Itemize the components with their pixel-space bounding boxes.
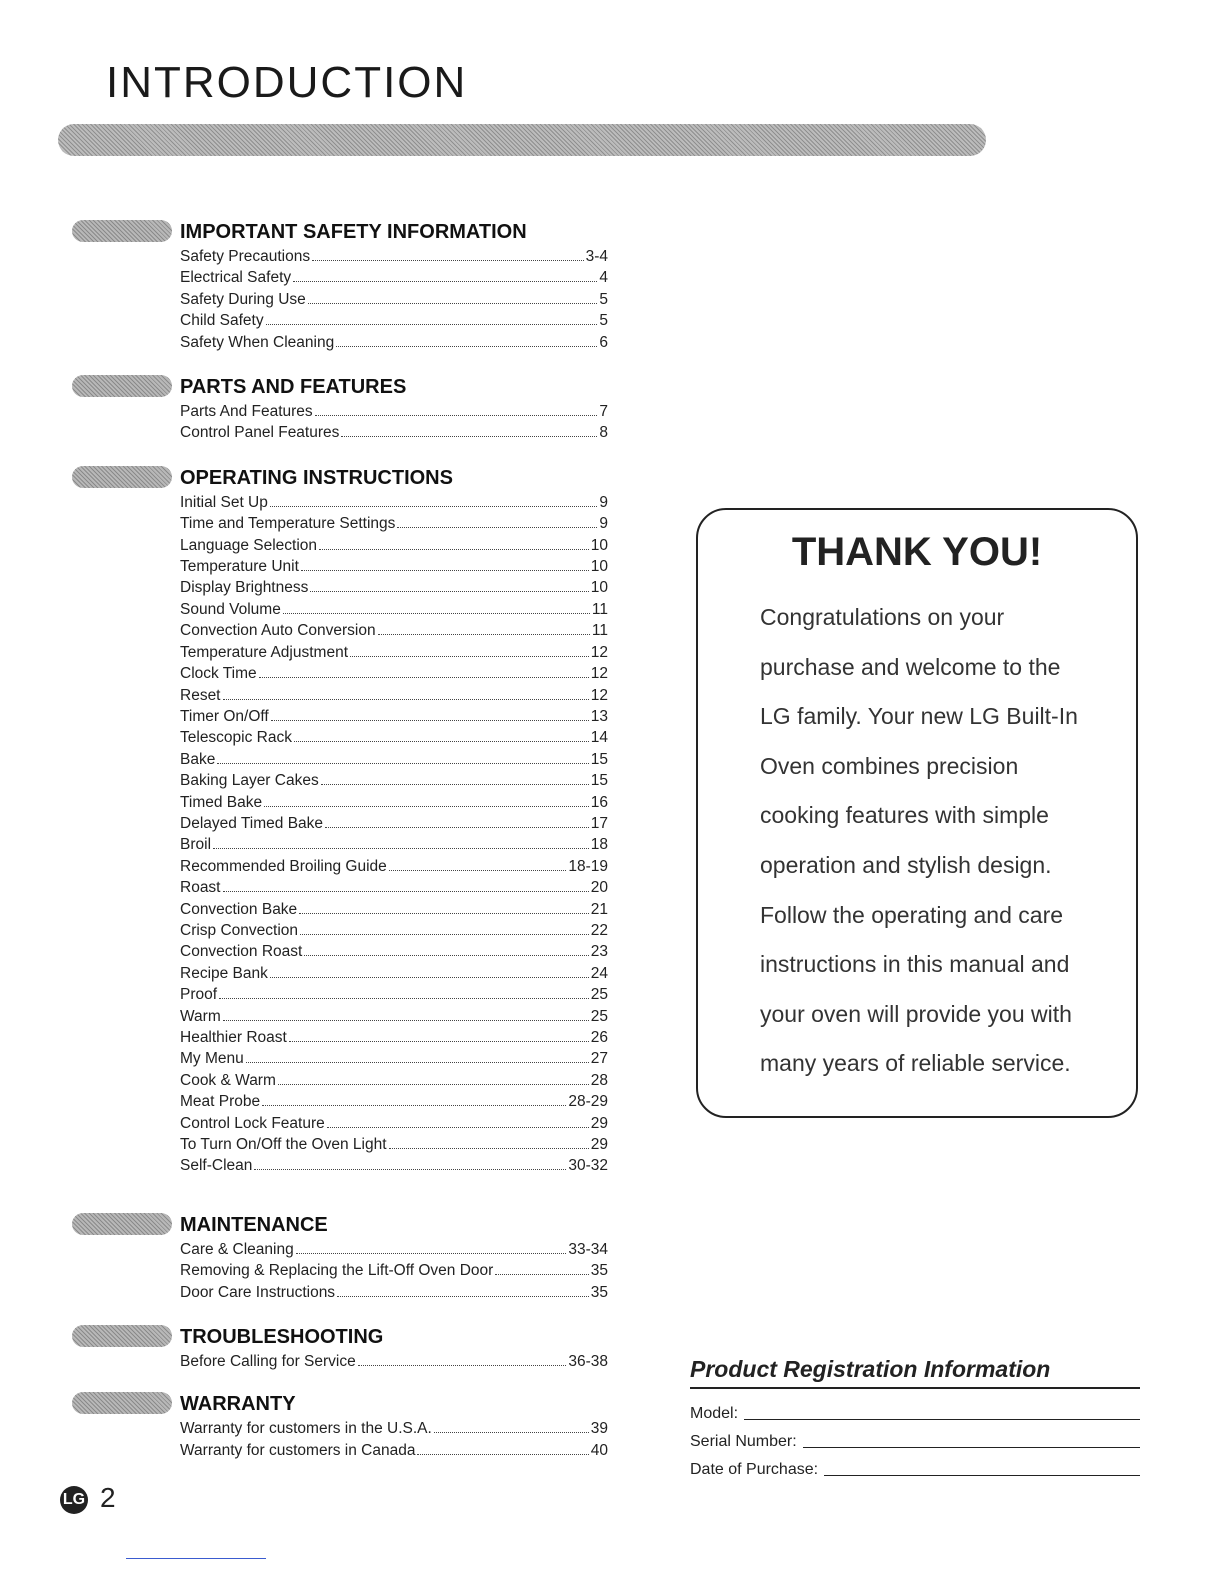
toc-entry-label: Temperature Adjustment <box>180 643 349 661</box>
toc-entry-label: To Turn On/Off the Oven Light <box>180 1136 387 1154</box>
toc-entry <box>180 899 608 920</box>
toc-entry <box>180 834 608 855</box>
toc-entry-label: Meat Probe <box>180 1093 261 1111</box>
dot-leader <box>358 1365 567 1366</box>
toc-entry-label: Safety During Use <box>180 290 306 308</box>
section-heading: OPERATING INSTRUCTIONS <box>180 466 453 489</box>
toc-entry <box>180 1282 608 1303</box>
toc-entry-page: 22 <box>590 921 608 939</box>
dot-leader <box>223 1020 589 1021</box>
toc-entry-page: 25 <box>590 1007 608 1025</box>
toc-entry-label: Parts And Features <box>180 403 313 421</box>
toc-entry-label: Child Safety <box>180 312 264 330</box>
toc-entry-label: Warm <box>180 1007 221 1025</box>
toc-entry-page: 28 <box>590 1071 608 1089</box>
toc-entry <box>180 1048 608 1069</box>
dot-leader <box>296 1253 567 1254</box>
toc-entry-list <box>180 492 608 1177</box>
thank-you-line: Oven combines precision <box>760 752 1019 779</box>
toc-entry-page: 11 <box>591 622 608 640</box>
toc-entry <box>180 1091 608 1112</box>
thank-you-line: many years of reliable service. <box>760 1050 1071 1077</box>
toc-entry-page: 13 <box>590 707 608 725</box>
thank-you-line: Congratulations on your <box>760 604 1005 630</box>
dot-leader <box>417 1454 588 1455</box>
dot-leader <box>312 260 583 261</box>
toc-entry <box>180 963 608 984</box>
dot-leader <box>389 1148 589 1149</box>
dot-leader <box>304 955 588 956</box>
dot-leader <box>495 1274 588 1275</box>
toc-entry-label: Warranty for customers in Canada <box>180 1441 416 1459</box>
toc-entry-label: Before Calling for Service <box>180 1353 356 1371</box>
toc-entry-page: 20 <box>590 879 608 897</box>
dot-leader <box>336 346 597 347</box>
dot-leader <box>223 891 589 892</box>
toc-entry-page: 5 <box>599 312 608 330</box>
toc-entry-page: 18-19 <box>568 857 608 875</box>
toc-entry-list <box>180 1239 608 1303</box>
dot-leader <box>217 763 588 764</box>
toc-entry-page: 23 <box>590 943 608 961</box>
toc-entry-label: Reset <box>180 686 221 704</box>
toc-entry-label: Time and Temperature Settings <box>180 515 396 533</box>
dot-leader <box>327 1127 589 1128</box>
toc-entry <box>180 813 608 834</box>
toc-entry-label: Self-Clean <box>180 1157 253 1175</box>
toc-entry-label: Baking Layer Cakes <box>180 772 319 790</box>
toc-entry-label: Sound Volume <box>180 600 281 618</box>
toc-entry-page: 39 <box>590 1420 608 1438</box>
dot-leader <box>301 570 589 571</box>
toc-entry-label: Convection Bake <box>180 900 298 918</box>
thank-you-line: your oven will provide you with <box>760 1000 1072 1027</box>
toc-entry <box>180 642 608 663</box>
thank-you-line: Follow the operating and care <box>760 901 1064 928</box>
toc-entry <box>180 1134 608 1155</box>
section-heading: PARTS AND FEATURES <box>180 376 407 399</box>
dot-leader <box>350 656 589 657</box>
toc-entry-label: Telescopic Rack <box>180 729 292 747</box>
toc-entry-page: 4 <box>599 269 608 287</box>
toc-section <box>72 218 612 353</box>
toc-entry <box>180 920 608 941</box>
toc-entry <box>180 599 608 620</box>
toc-section <box>72 1211 612 1303</box>
toc-entry-label: Crisp Convection <box>180 921 299 939</box>
toc-entry-page: 12 <box>590 643 608 661</box>
toc-entry <box>180 332 608 353</box>
registration-field <box>690 1395 1140 1423</box>
dot-leader <box>397 527 597 528</box>
toc-entry-page: 29 <box>590 1136 608 1154</box>
bottom-rule <box>126 1558 266 1559</box>
toc-entry-label: Healthier Roast <box>180 1029 287 1046</box>
dot-leader <box>434 1432 589 1433</box>
toc-entry-label: Care & Cleaning <box>180 1240 294 1258</box>
toc-entry-page: 21 <box>590 900 608 918</box>
dot-leader <box>378 634 590 635</box>
table-of-contents <box>72 218 612 1461</box>
dot-leader <box>223 699 589 700</box>
dot-leader <box>278 1084 589 1085</box>
toc-entry <box>180 535 608 556</box>
toc-entry <box>180 1027 608 1048</box>
toc-entry-page: 6 <box>599 333 608 351</box>
toc-entry-page: 16 <box>590 793 608 811</box>
toc-entry-page: 33-34 <box>568 1240 608 1258</box>
toc-section <box>72 373 612 444</box>
toc-entry <box>180 984 608 1005</box>
toc-entry <box>180 685 608 706</box>
registration-field <box>690 1423 1140 1451</box>
dot-leader <box>341 436 597 437</box>
dot-leader <box>213 848 589 849</box>
toc-entry-page: 9 <box>599 493 608 511</box>
toc-entry-page: 10 <box>590 579 608 597</box>
toc-section <box>72 1390 612 1461</box>
dot-leader <box>270 977 589 978</box>
toc-entry-label: Temperature Unit <box>180 558 299 576</box>
dot-leader <box>254 1169 566 1170</box>
toc-entry-label: Broil <box>180 836 212 854</box>
section-heading: TROUBLESHOOTING <box>180 1326 384 1349</box>
dot-leader <box>315 415 598 416</box>
dot-leader <box>283 613 590 614</box>
section-marker-icon <box>72 375 172 397</box>
dot-leader <box>310 591 588 592</box>
toc-entry-page: 12 <box>590 686 608 704</box>
section-marker-icon <box>72 1213 172 1235</box>
toc-entry <box>180 792 608 813</box>
toc-entry-label: Safety When Cleaning <box>180 333 335 351</box>
toc-entry-label: Removing & Replacing the Lift-Off Oven Door <box>180 1262 494 1280</box>
toc-entry-label: Delayed Timed Bake <box>180 814 324 832</box>
toc-entry <box>180 577 608 598</box>
dot-leader <box>266 324 598 325</box>
section-marker-icon <box>72 466 172 488</box>
toc-entry-page: 10 <box>590 536 608 554</box>
toc-entry-page: 15 <box>590 772 608 790</box>
toc-entry <box>180 492 608 513</box>
registration-title: Product Registration Information <box>690 1356 1140 1389</box>
toc-entry-label: Display Brightness <box>180 579 309 597</box>
toc-entry-label: Safety Precautions <box>180 248 311 265</box>
registration-field-line <box>744 1419 1140 1420</box>
dot-leader <box>219 998 589 999</box>
toc-entry <box>180 513 608 534</box>
toc-entry-page: 15 <box>590 750 608 768</box>
dot-leader <box>321 784 589 785</box>
toc-entry-label: Recommended Broiling Guide <box>180 857 387 875</box>
toc-entry-list <box>180 1418 608 1461</box>
section-heading: IMPORTANT SAFETY INFORMATION <box>180 221 527 243</box>
registration-field-label: Serial Number: <box>690 1433 797 1450</box>
toc-entry <box>180 749 608 770</box>
toc-entry-label: Warranty for customers in the U.S.A. <box>180 1420 432 1438</box>
toc-entry-label: Recipe Bank <box>180 964 268 982</box>
toc-entry-page: 36-38 <box>568 1353 608 1371</box>
toc-section <box>72 464 612 1177</box>
toc-entry-label: Cook & Warm <box>180 1071 276 1089</box>
toc-entry <box>180 877 608 898</box>
toc-entry-label: Clock Time <box>180 665 257 683</box>
toc-entry-label: Proof <box>180 986 218 1004</box>
section-heading: WARRANTY <box>180 1393 296 1416</box>
toc-entry <box>180 727 608 748</box>
thank-you-line: purchase and welcome to the <box>760 653 1061 680</box>
registration-field-line <box>824 1475 1140 1476</box>
toc-entry <box>180 289 608 310</box>
toc-entry <box>180 1006 608 1027</box>
toc-entry-page: 3-4 <box>585 248 608 265</box>
toc-entry-label: Roast <box>180 879 221 897</box>
toc-section <box>72 1323 612 1372</box>
section-marker-icon <box>72 1392 172 1414</box>
dot-leader <box>337 1296 589 1297</box>
toc-entry <box>180 1440 608 1461</box>
title-bar-decoration <box>58 124 986 156</box>
thank-you-line: cooking features with simple <box>760 802 1049 829</box>
toc-entry <box>180 556 608 577</box>
page-title: INTRODUCTION <box>106 58 468 107</box>
toc-entry <box>180 1070 608 1091</box>
toc-entry <box>180 1113 608 1134</box>
toc-entry-page: 7 <box>599 403 608 421</box>
toc-entry-label: My Menu <box>180 1050 244 1068</box>
registration-field-label: Model: <box>690 1405 739 1422</box>
toc-entry-page: 12 <box>590 665 608 683</box>
dot-leader <box>264 806 589 807</box>
toc-entry-page: 29 <box>590 1114 608 1132</box>
product-registration <box>690 1356 1140 1479</box>
section-heading: MAINTENANCE <box>180 1213 328 1236</box>
toc-entry-page: 35 <box>590 1283 608 1301</box>
toc-entry-page: 11 <box>591 600 608 618</box>
lg-logo-icon: LG <box>60 1486 88 1514</box>
toc-entry-list <box>180 401 608 444</box>
toc-entry-page: 28-29 <box>568 1093 608 1111</box>
toc-entry-label: Timer On/Off <box>180 707 269 725</box>
toc-entry-page: 40 <box>590 1441 608 1459</box>
dot-leader <box>271 720 589 721</box>
toc-entry-label: Convection Roast <box>180 943 303 961</box>
dot-leader <box>319 549 589 550</box>
registration-field <box>690 1451 1140 1479</box>
toc-entry <box>180 620 608 641</box>
toc-entry-page: 35 <box>590 1262 608 1280</box>
toc-entry-page: 30-32 <box>568 1157 608 1175</box>
toc-entry <box>180 663 608 684</box>
toc-entry <box>180 401 608 422</box>
toc-entry-page: 14 <box>590 729 608 747</box>
section-marker-icon <box>72 1325 172 1347</box>
dot-leader <box>389 870 567 871</box>
toc-entry-label: Language Selection <box>180 536 318 554</box>
toc-entry-page: 27 <box>590 1050 608 1068</box>
dot-leader <box>294 741 589 742</box>
toc-entry <box>180 310 608 331</box>
toc-entry-label: Convection Auto Conversion <box>180 622 376 640</box>
toc-entry <box>180 267 608 288</box>
toc-entry-page: 9 <box>599 515 608 533</box>
toc-entry-label: Bake <box>180 750 216 768</box>
registration-field-line <box>803 1447 1140 1448</box>
toc-entry-label: Control Panel Features <box>180 424 340 442</box>
toc-entry-page: 25 <box>590 986 608 1004</box>
dot-leader <box>325 827 589 828</box>
toc-entry-page: 24 <box>590 964 608 982</box>
dot-leader <box>299 913 589 914</box>
toc-entry <box>180 1418 608 1439</box>
toc-entry-list <box>180 246 608 353</box>
toc-entry <box>180 856 608 877</box>
toc-entry-page: 17 <box>590 814 608 832</box>
toc-entry <box>180 1351 608 1372</box>
thank-you-line: LG family. Your new LG Built-In <box>760 703 1078 730</box>
thank-you-title: THANK YOU! <box>791 530 1043 574</box>
toc-entry <box>180 1155 608 1176</box>
thank-you-line: operation and stylish design. <box>760 852 1052 878</box>
section-marker-icon <box>72 220 172 242</box>
thank-you-box <box>696 508 1138 1118</box>
toc-entry <box>180 246 608 267</box>
toc-entry <box>180 706 608 727</box>
toc-entry-page: 26 <box>590 1029 608 1046</box>
dot-leader <box>246 1062 589 1063</box>
page-number: 2 <box>100 1482 116 1513</box>
dot-leader <box>308 303 598 304</box>
toc-entry <box>180 1239 608 1260</box>
thank-you-line: instructions in this manual and <box>760 951 1070 978</box>
dot-leader <box>289 1041 589 1042</box>
dot-leader <box>259 677 589 678</box>
toc-entry <box>180 422 608 443</box>
toc-entry-label: Initial Set Up <box>180 493 268 511</box>
dot-leader <box>262 1105 566 1106</box>
toc-entry-page: 18 <box>590 836 608 854</box>
toc-entry-page: 10 <box>590 558 608 576</box>
toc-entry-list <box>180 1351 608 1372</box>
toc-entry-label: Electrical Safety <box>180 269 292 287</box>
dot-leader <box>293 281 597 282</box>
toc-entry-label: Door Care Instructions <box>180 1283 336 1301</box>
dot-leader <box>270 506 597 507</box>
toc-entry-page: 5 <box>599 290 608 308</box>
toc-entry <box>180 770 608 791</box>
toc-entry-label: Control Lock Feature <box>180 1114 325 1132</box>
dot-leader <box>300 934 589 935</box>
toc-entry <box>180 941 608 962</box>
toc-entry-label: Timed Bake <box>180 793 263 811</box>
toc-entry <box>180 1260 608 1281</box>
toc-entry-page: 8 <box>599 424 608 442</box>
registration-field-label: Date of Purchase: <box>690 1461 819 1478</box>
